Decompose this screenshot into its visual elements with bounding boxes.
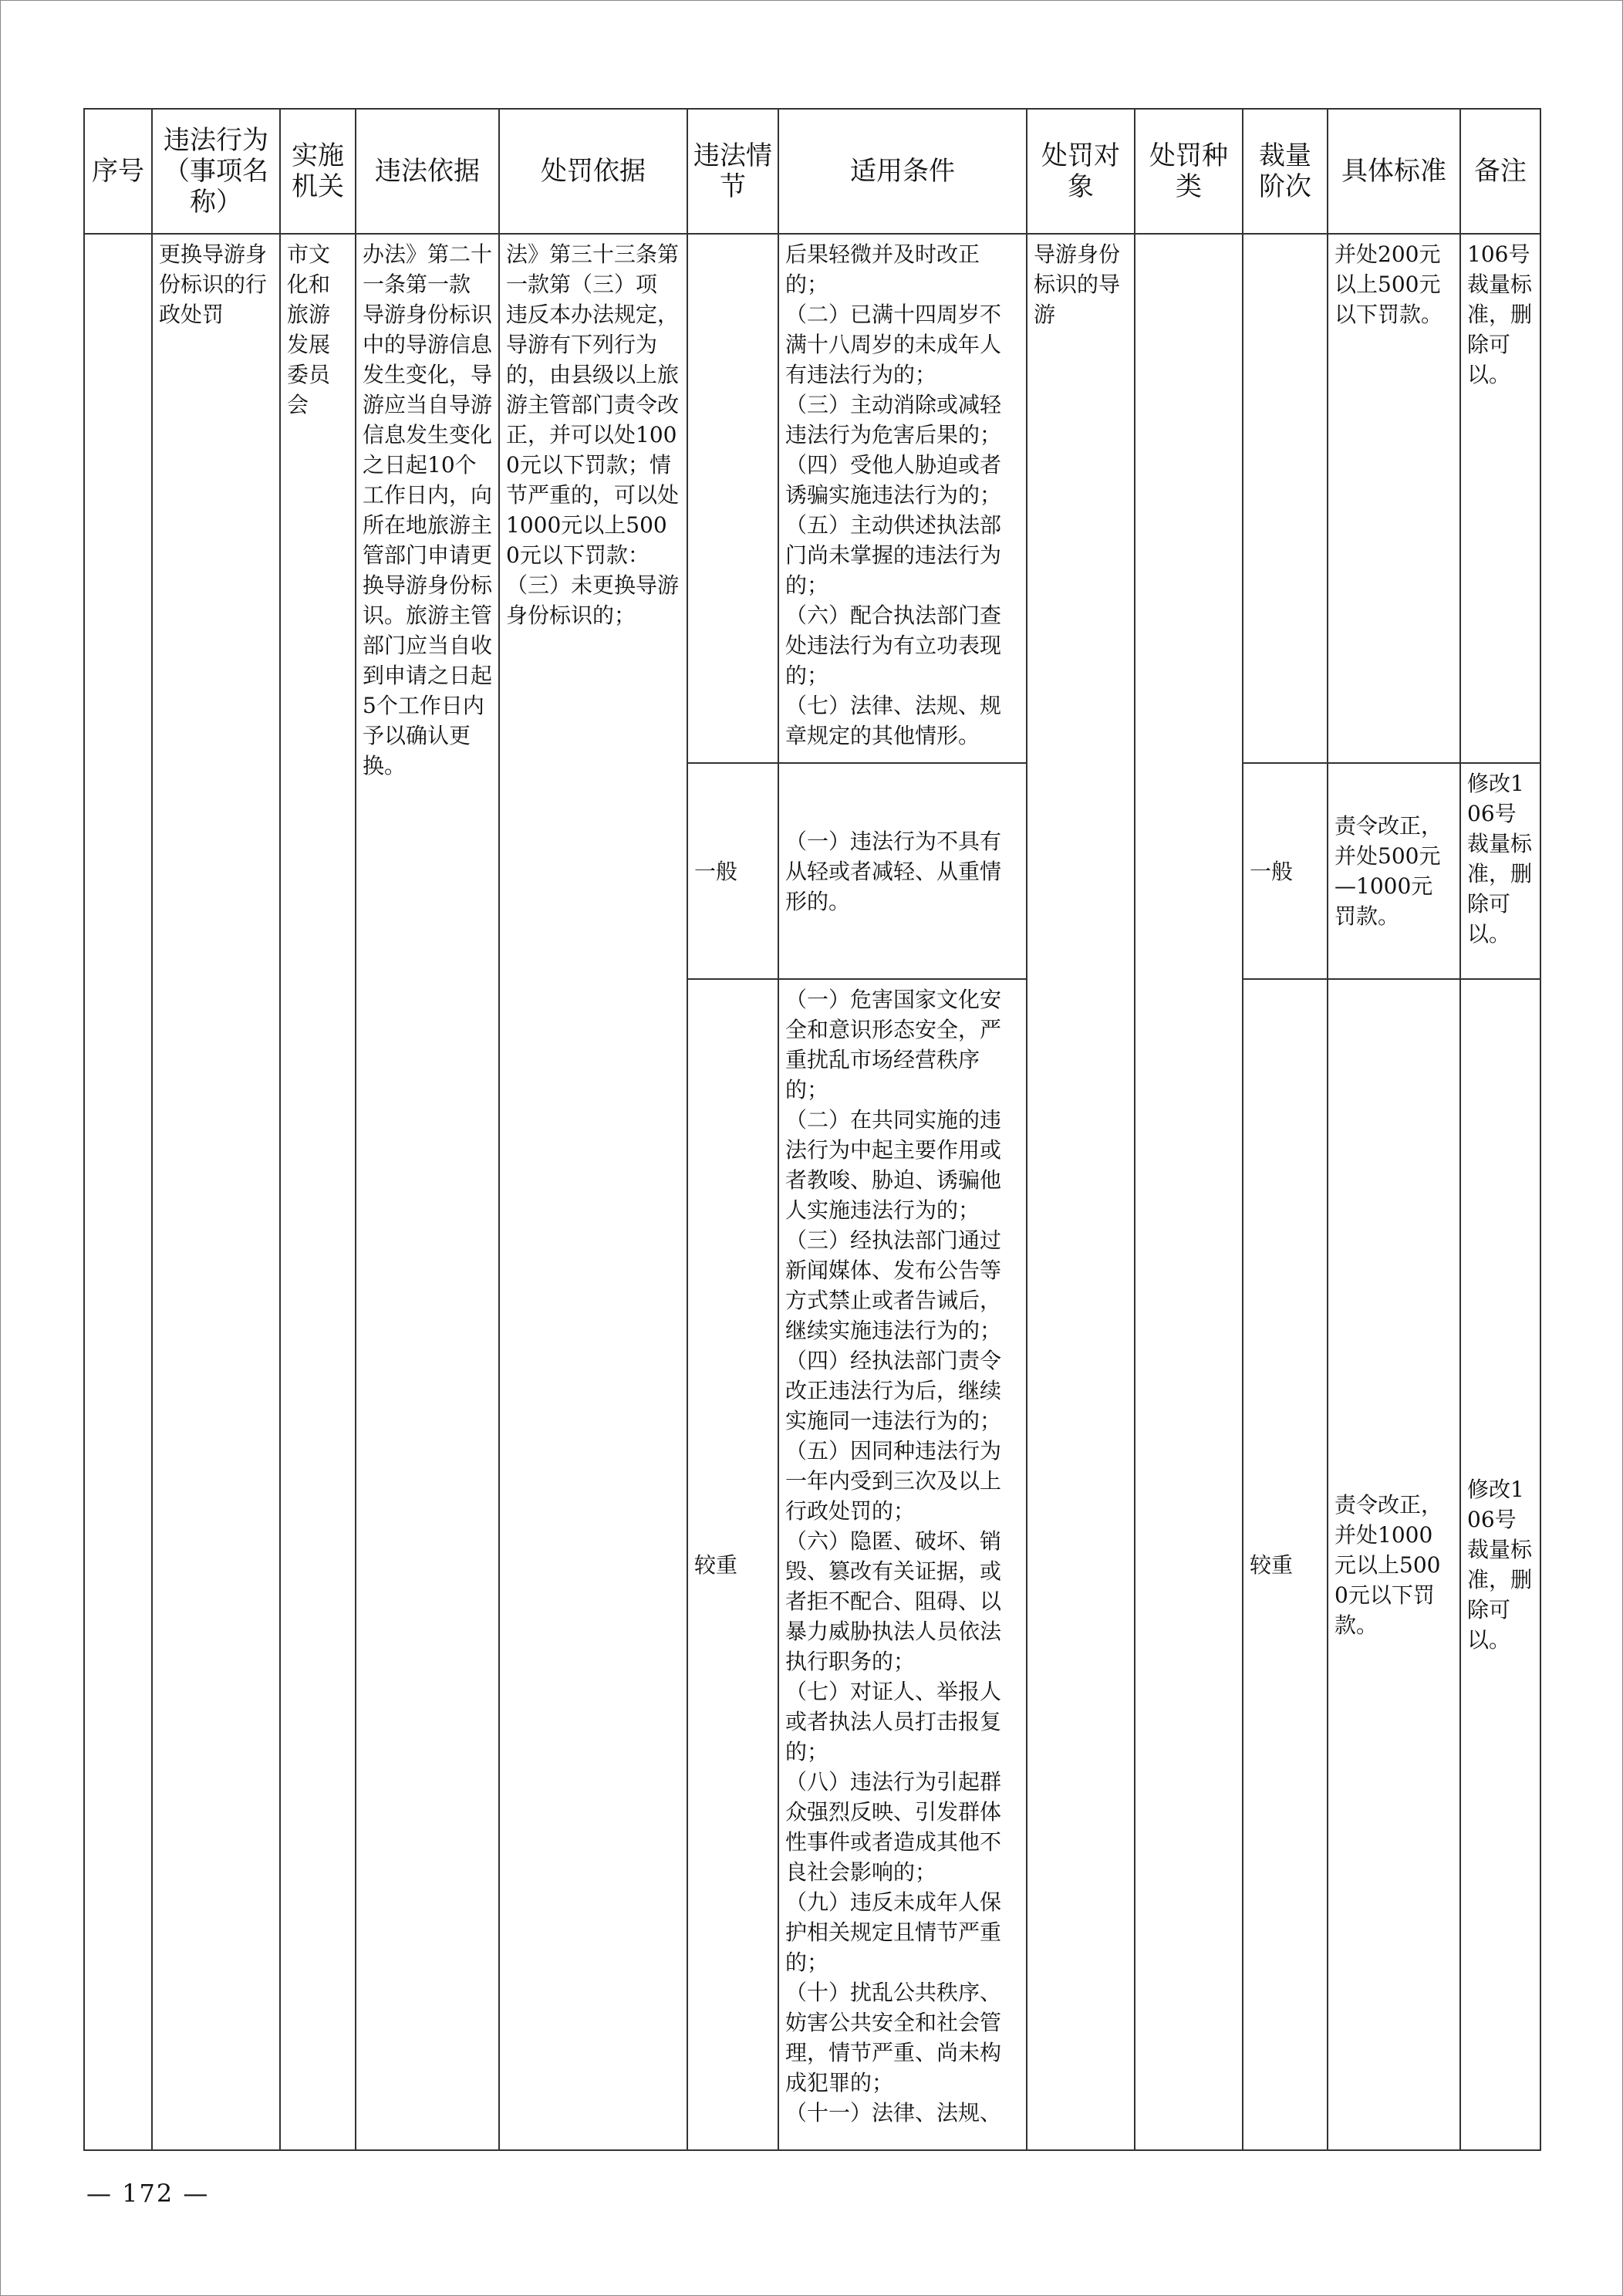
seq-cell xyxy=(84,234,152,2150)
agency-cell: 市文化和旅游发展委员会 xyxy=(280,234,356,2150)
item-cell: 更换导游身份标识的行政处罚 xyxy=(152,234,280,2150)
penalty-basis-cell: 法》第三十三条第一款第（三）项 违反本办法规定，导游有下列行为的，由县级以上旅游主管部门责令改正，并可以处1000元以下罚款；情节严重的，可以处1000元以上5000元以下罚款：（三）未更换导游身份标识的； xyxy=(499,234,687,2150)
header-level: 裁量阶次 xyxy=(1243,109,1328,234)
header-conditions: 适用条件 xyxy=(778,109,1027,234)
target-cell: 导游身份标识的导游 xyxy=(1027,234,1135,2150)
header-remark: 备注 xyxy=(1460,109,1540,234)
remark-cell: 修改106号裁量标准，删除可以。 xyxy=(1460,979,1540,2150)
header-type: 处罚种类 xyxy=(1135,109,1243,234)
page-number: — 172 — xyxy=(86,2179,210,2208)
standard-cell: 并处200元以上500元以下罚款。 xyxy=(1328,234,1460,763)
table-row xyxy=(84,234,1540,763)
basis-cell: 办法》第二十一条第一款 导游身份标识中的导游信息发生变化，导游应当自导游信息发生变化之日起10个工作日内，向所在地旅游主管部门申请更换导游身份标识。旅游主管部门应当自收到申请之日起5个工作日内予以确认更换。 xyxy=(356,234,499,2150)
header-agency: 实施机关 xyxy=(280,109,356,234)
header-circumstance: 违法情节 xyxy=(687,109,778,234)
conditions-cell: 后果轻微并及时改正的； （二）已满十四周岁不满十八周岁的未成年人有违法行为的； （三）主动消除或减轻违法行为危害后果的； （四）受他人胁迫或者诱骗实施违法行为的； （五）主动供述执法部门尚未掌握的违法行为的； （六）配合执法部门查处违法行为有立功表现的； （七）法律、法规、规章规定的其他情形。 xyxy=(778,234,1027,763)
standard-cell: 责令改正，并处500元—1000元罚款。 xyxy=(1328,763,1460,979)
level-cell xyxy=(1243,234,1328,763)
remark-cell: 106号裁量标准，删除可以。 xyxy=(1460,234,1540,763)
header-row xyxy=(84,109,1540,234)
header-penalty-basis: 处罚依据 xyxy=(499,109,687,234)
header-item: 违法行为（事项名称） xyxy=(152,109,280,234)
remark-cell: 修改106号裁量标准，删除可以。 xyxy=(1460,763,1540,979)
level-cell: 较重 xyxy=(1243,979,1328,2150)
level-cell: 一般 xyxy=(1243,763,1328,979)
circumstance-cell xyxy=(687,234,778,763)
type-cell xyxy=(1135,234,1243,2150)
conditions-cell: （一）违法行为不具有从轻或者减轻、从重情形的。 xyxy=(778,763,1027,979)
header-seq: 序号 xyxy=(84,109,152,234)
circumstance-cell: 一般 xyxy=(687,763,778,979)
conditions-cell: （一）危害国家文化安全和意识形态安全，严重扰乱市场经营秩序的； （二）在共同实施的违法行为中起主要作用或者教唆、胁迫、诱骗他人实施违法行为的； （三）经执法部门通过新闻媒体、发布公告等方式禁止或者告诫后，继续实施违法行为的； （四）经执法部门责令改正违法行为后，继续实施同一违法行为的； （五）因同种违法行为一年内受到三次及以上行政处罚的； （六）隐匿、破坏、销毁、篡改有关证据，或者拒不配合、阻碍、以暴力威胁执法人员依法执行职务的； （七）对证人、举报人或者执法人员打击报复的； （八）违法行为引起群众强烈反映、引发群体性事件或者造成其他不良社会影响的； （九）违反未成年人保护相关规定且情节严重的； （十）扰乱公共秩序、妨害公共安全和社会管理，情节严重、尚未构成犯罪的； （十一）法律、法规、 xyxy=(778,979,1027,2150)
penalty-discretion-table xyxy=(83,108,1541,2151)
header-target: 处罚对象 xyxy=(1027,109,1135,234)
standard-cell: 责令改正，并处1000元以上5000元以下罚款。 xyxy=(1328,979,1460,2150)
header-standard: 具体标准 xyxy=(1328,109,1460,234)
circumstance-cell: 较重 xyxy=(687,979,778,2150)
header-basis: 违法依据 xyxy=(356,109,499,234)
